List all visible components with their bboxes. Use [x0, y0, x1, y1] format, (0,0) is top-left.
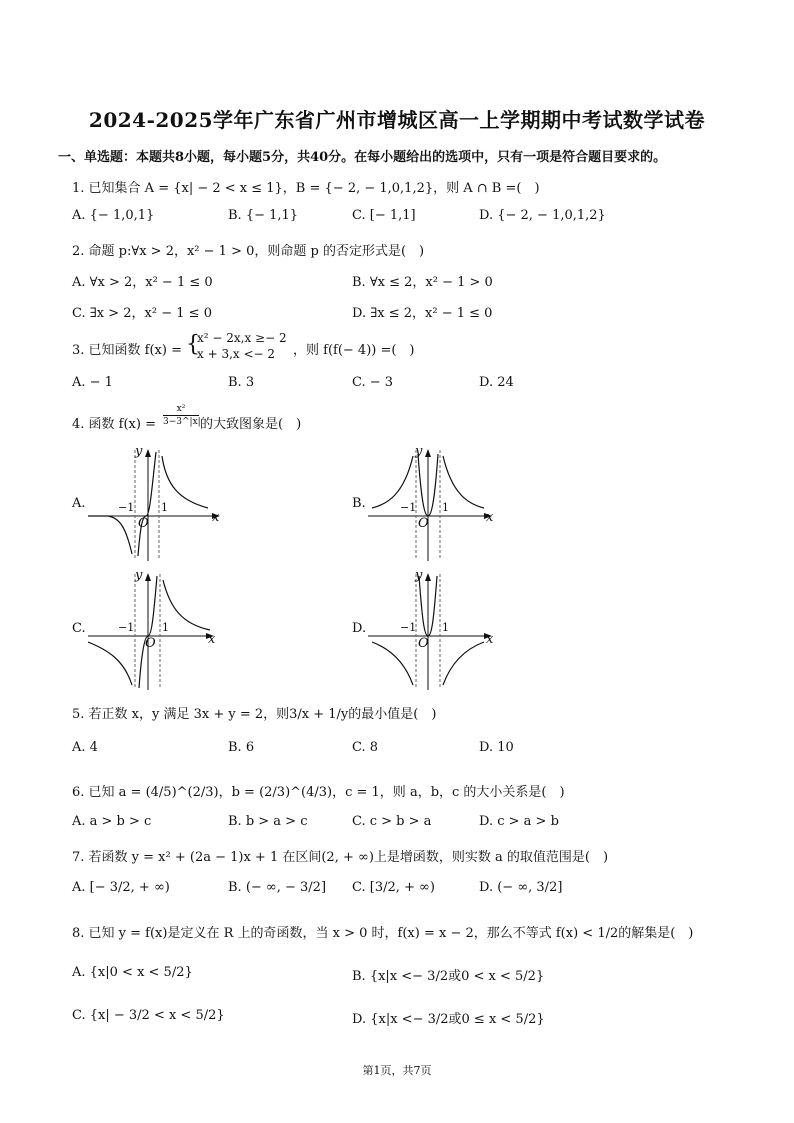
graph-d-neg1-label: −1 [400, 621, 417, 634]
q6-option-d: D. c > a > b [479, 814, 559, 829]
q4-fraction-denominator: 3−3^|x| [163, 417, 201, 427]
q1-option-b: B. {− 1,1} [228, 208, 299, 223]
graph-d-x-label: x [486, 632, 494, 647]
graph-a-pos1-label: 1 [161, 501, 168, 514]
graph-b-neg1-label: −1 [400, 501, 417, 514]
graph-b-pos1-label: 1 [442, 501, 449, 514]
graph-b-y-label: y [415, 444, 423, 459]
question-2-stem: 2. 命题 p:∀x > 2，x² − 1 > 0，则命题 p 的否定形式是( ) [72, 244, 425, 259]
q1-option-c: C. [− 1,1] [352, 208, 416, 223]
q5-option-b: B. 6 [228, 740, 255, 755]
q5-option-d: D. 10 [479, 740, 514, 755]
graph-c-x-label: x [208, 632, 216, 647]
question-3-stem-prefix: 3. 已知函数 f(x) = [72, 343, 182, 358]
q1-option-d: D. {− 2, − 1,0,1,2} [479, 208, 606, 223]
q2-option-d: D. ∃x ≤ 2，x² − 1 ≤ 0 [352, 306, 493, 321]
graph-b-x-label: x [486, 510, 494, 525]
question-1-stem: 1. 已知集合 A = {x| − 2 < x ≤ 1}，B = {− 2, − 1,0,1,2}，则 A ∩ B =( ) [72, 181, 540, 196]
q3-option-b: B. 3 [228, 375, 255, 390]
q1-option-a: A. {− 1,0,1} [72, 208, 155, 223]
graph-c-origin-label: O [145, 636, 156, 651]
q4-option-b: B. [352, 496, 366, 511]
graph-a [88, 446, 224, 561]
q6-option-c: C. c > b > a [352, 814, 432, 829]
graph-a-x-label: x [212, 510, 220, 525]
q4-option-a: A. [72, 496, 86, 511]
graph-c-pos1-label: 1 [162, 621, 169, 634]
graph-a-y-label: y [135, 444, 143, 459]
graph-d-origin-label: O [418, 636, 429, 651]
graph-d-pos1-label: 1 [442, 621, 449, 634]
q7-option-d: D. (− ∞, 3/2] [479, 880, 563, 895]
graph-d [368, 570, 504, 690]
q5-option-c: C. 8 [352, 740, 379, 755]
q8-option-a: A. {x|0 < x < 5/2} [72, 965, 193, 980]
q3-option-d: D. 24 [479, 375, 514, 390]
question-6-stem: 6. 已知 a = (4/5)^(2/3)，b = (2/3)^(4/3)，c = 1，则 a，b，c 的大小关系是( ) [72, 785, 565, 800]
graph-a-neg1-label: −1 [118, 501, 135, 514]
graph-a-origin-label: O [138, 516, 149, 531]
graph-c-neg1-label: −1 [118, 621, 135, 634]
q4-option-c: C. [72, 621, 86, 636]
q7-option-a: A. [− 3/2, + ∞) [72, 880, 170, 895]
question-4-stem-suffix: 的大致图象是( ) [200, 417, 302, 432]
q6-option-a: A. a > b > c [72, 814, 152, 829]
question-7-stem: 7. 若函数 y = x² + (2a − 1)x + 1 在区间(2, + ∞)上是增函数，则实数 a 的取值范围是( ) [72, 850, 609, 865]
q8-option-b: B. {x|x <− 3/2或0 < x < 5/2} [352, 969, 545, 984]
q7-option-c: C. [3/2, + ∞) [352, 880, 435, 895]
page-footer: 第1页，共7页 [362, 1064, 432, 1077]
graph-d-y-label: y [415, 568, 423, 583]
q4-option-d: D. [352, 621, 367, 636]
q8-option-c: C. {x| − 3/2 < x < 5/2} [72, 1008, 225, 1023]
q3-option-c: C. − 3 [352, 375, 394, 390]
q2-option-a: A. ∀x > 2，x² − 1 ≤ 0 [72, 275, 213, 290]
q2-option-b: B. ∀x ≤ 2，x² − 1 > 0 [352, 275, 493, 290]
q7-option-b: B. (− ∞, − 3/2] [228, 880, 327, 895]
question-3-stem-suffix: ，则 f(f(− 4)) =( ) [293, 343, 415, 358]
graph-c [88, 570, 224, 690]
question-5-stem: 5. 若正数 x，y 满足 3x + y = 2，则3/x + 1/y的最小值是( ) [72, 707, 437, 722]
question-8-stem: 8. 已知 y = f(x)是定义在 R 上的奇函数，当 x > 0 时，f(x) = x − 2，那么不等式 f(x) < 1/2的解集是( ) [72, 926, 694, 941]
piecewise-brace: { [186, 332, 200, 357]
q5-option-a: A. 4 [72, 740, 98, 755]
q4-fraction-numerator: x² [163, 404, 199, 416]
graph-c-y-label: y [135, 568, 143, 583]
q3-option-a: A. − 1 [72, 375, 113, 390]
q2-option-c: C. ∃x > 2，x² − 1 ≤ 0 [72, 306, 212, 321]
q6-option-b: B. b > a > c [228, 814, 308, 829]
question-4-stem-prefix: 4. 函数 f(x) = [72, 417, 156, 432]
q8-option-d: D. {x|x <− 3/2或0 ≤ x < 5/2} [352, 1012, 545, 1027]
graph-b [368, 446, 504, 561]
page-title: 2024-2025学年广东省广州市增城区高一上学期期中考试数学试卷 [88, 108, 706, 132]
graph-b-origin-label: O [418, 516, 429, 531]
section-heading: 一、单选题：本题共8小题，每小题5分，共40分。在每小题给出的选项中，只有一项是符合题目要求的。 [58, 150, 667, 165]
q3-piece-2: x + 3,x <− 2 [197, 347, 276, 361]
q3-piece-1: x² − 2x,x ≥− 2 [197, 331, 287, 345]
